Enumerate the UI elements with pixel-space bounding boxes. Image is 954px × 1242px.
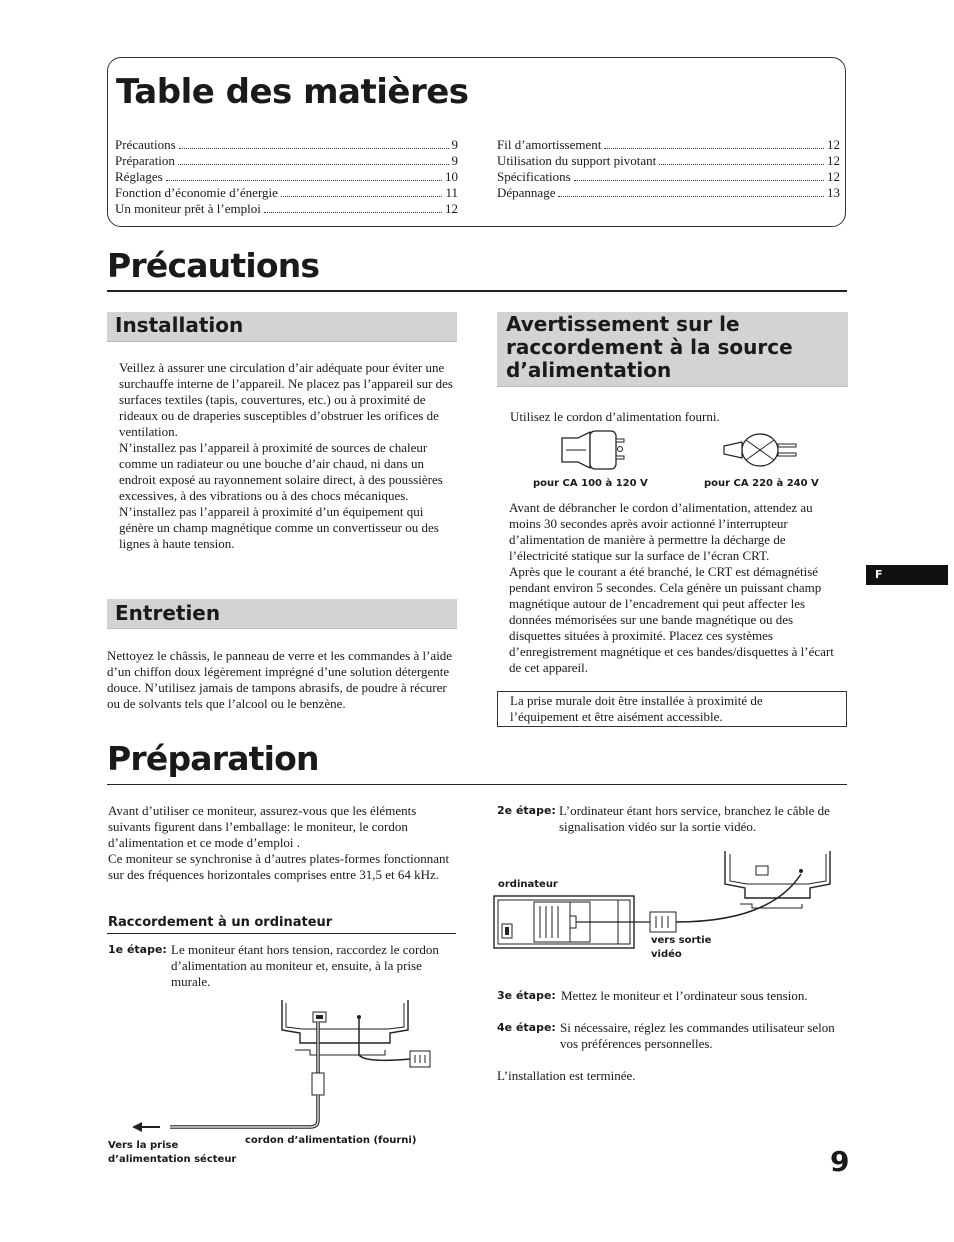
- toc-entry[interactable]: [115, 137, 458, 153]
- step-2-text: L’ordinateur étant hors service, branchez le câble de signalisation vidéo sur la sortie vidéo.: [559, 803, 830, 834]
- installation-paragraph: N’installez pas l’appareil à proximité de sources de chaleur comme un radiateur ou une bouche d’air chaud, ni dans un endroit exposé au rayonnement solaire direct, à des poussières excessives, à des vibrations ou à des chocs mécaniques.: [119, 440, 443, 503]
- toc-right-column: [497, 137, 840, 201]
- power-heading-bar: [497, 312, 848, 387]
- power-note-box: [497, 691, 847, 727]
- power-body: [509, 500, 845, 676]
- toc-entry[interactable]: [115, 185, 458, 201]
- step-1-label: 1e étape:: [108, 943, 167, 956]
- toc-entry-label: Fil d’amortissement: [497, 137, 602, 152]
- us-plug-icon: [560, 428, 630, 474]
- installation-body: [119, 360, 459, 552]
- connection-subheading: Raccordement à un ordinateur: [108, 915, 333, 930]
- power-connection-diagram: [130, 995, 440, 1145]
- setup-complete-text: L’installation est terminée.: [497, 1068, 636, 1083]
- language-tab-label: F: [875, 568, 883, 581]
- toc-dots: [604, 148, 824, 149]
- toc-entry-page: 11: [445, 185, 458, 200]
- installation-paragraph: Veillez à assurer une circulation d’air adéquate pour éviter une surchauffe interne de l’appareil. Ne placez pas l’appareil sur des surfaces textiles (tapis, couvertures, etc.) ou à proximité de rideaux ou de draperies susceptibles d’obstruer les orifices de ventilation.: [119, 360, 453, 439]
- toc-dots: [281, 196, 443, 197]
- toc-left-column: [115, 137, 458, 217]
- toc-entry[interactable]: [115, 201, 458, 217]
- toc-entry-page: 9: [451, 153, 458, 168]
- toc-entry-label: Réglages: [115, 169, 163, 184]
- toc-dots: [659, 164, 824, 165]
- step-3-text: Mettez le moniteur et l’ordinateur sous tension.: [561, 988, 808, 1003]
- entretien-body: Nettoyez le châssis, le panneau de verre et les commandes à l’aide d’un chiffon doux légèrement imprégné d’une solution détergente douce. N’utilisez jamais de tampons abrasifs, de poudre à récurer ou de solvants tels que l’alcool ou le benzène.: [107, 648, 453, 711]
- power-intro: Utilisez le cordon d’alimentation fourni.: [510, 409, 720, 424]
- toc-entry-label: Spécifications: [497, 169, 571, 184]
- step-4-label: 4e étape:: [497, 1021, 556, 1034]
- toc-entry[interactable]: [115, 169, 458, 185]
- toc-entry-page: 10: [445, 169, 458, 184]
- monitor-back-icon: [725, 851, 830, 908]
- toc-dots: [179, 148, 449, 149]
- entretien-heading-bar: [107, 599, 457, 629]
- outlet-label: Vers la prise d’alimentation sécteur: [108, 1140, 237, 1165]
- entretien-heading: Entretien: [115, 601, 221, 625]
- power-paragraph: Avant de débrancher le cordon d’alimentation, attendez au moins 30 secondes après avoir actionné l’interrupteur d’alimentation de manière à permettre la décharge de l’électricité statique sur la surface de l’écran CRT.: [509, 500, 813, 563]
- page-number: 9: [830, 1145, 850, 1178]
- step-3-label: 3e étape:: [497, 989, 556, 1002]
- plug-label-eu: pour CA 220 à 240 V: [704, 478, 819, 489]
- video-connector-icon: [650, 912, 676, 932]
- toc-entry[interactable]: [497, 137, 840, 153]
- toc-entry-page: 12: [827, 137, 840, 152]
- subheading-rule: [107, 933, 456, 934]
- toc-entry[interactable]: [497, 185, 840, 201]
- plug-label-us: pour CA 100 à 120 V: [533, 478, 648, 489]
- power-note: La prise murale doit être installée à proximité de l’équipement et être aisément accessible.: [510, 693, 763, 724]
- toc-dots: [264, 212, 442, 213]
- preparation-title: Préparation: [107, 739, 319, 778]
- toc-entry-label: Un moniteur prêt à l’emploi: [115, 201, 261, 216]
- toc-entry-page: 9: [451, 137, 458, 152]
- preparation-intro: [108, 803, 458, 883]
- installation-heading-bar: [107, 312, 457, 342]
- toc-entry-label: Précautions: [115, 137, 176, 152]
- step-1-text: Le moniteur étant hors tension, raccordez le cordon d’alimentation au moniteur et, ensuite, à la prise murale.: [171, 942, 439, 989]
- step-2-label: 2e étape:: [497, 804, 556, 817]
- cord-label: cordon d’alimentation (fourni): [245, 1135, 417, 1146]
- preparation-intro-paragraph: Ce moniteur se synchronise à d’autres plates-formes fonctionnant sur des fréquences horizontales comprises entre 31,5 et 64 kHz.: [108, 851, 450, 882]
- precautions-rule: [107, 290, 847, 292]
- toc-entry[interactable]: [115, 153, 458, 169]
- toc-entry-page: 13: [827, 185, 840, 200]
- toc-dots: [558, 196, 824, 197]
- step-4-text: Si nécessaire, réglez les commandes utilisateur selon vos préférences personnelles.: [560, 1020, 835, 1051]
- toc-entry[interactable]: [497, 169, 840, 185]
- toc-entry-page: 12: [827, 169, 840, 184]
- power-plug-icon: [312, 1073, 324, 1095]
- toc-entry-label: Dépannage: [497, 185, 556, 200]
- preparation-intro-paragraph: Avant d’utiliser ce moniteur, assurez-vous que les éléments suivants figurent dans l’emballage: le moniteur, le cordon d’alimentation et ce mode d’emploi .: [108, 803, 417, 850]
- toc-entry[interactable]: [497, 153, 840, 169]
- power-heading: Avertissement sur le raccordement à la source d’alimentation: [506, 312, 793, 382]
- toc-dots: [178, 164, 449, 165]
- precautions-title: Précautions: [107, 246, 320, 285]
- installation-heading: Installation: [115, 313, 244, 337]
- eu-plug-icon: [722, 430, 802, 470]
- preparation-rule: [107, 784, 847, 785]
- power-paragraph: Après que le courant a été branché, le CRT est démagnétisé pendant environ 5 secondes. Cela génère un puissant champ magnétique autour de l’encadrement qui peut affecter les données mémorisées sur une bande magnétique ou des disquettes situées à proximité. Placez ces systèmes d’enregistrement magnétique et ces bandes/disquettes à l’écart de cet appareil.: [509, 564, 834, 675]
- monitor-back-icon: [282, 1000, 408, 1055]
- arrow-left-icon: [132, 1122, 142, 1132]
- toc-entry-page: 12: [445, 201, 458, 216]
- toc-dots: [574, 180, 824, 181]
- video-out-label: vers sortie vidéo: [651, 935, 712, 960]
- language-tab[interactable]: [866, 565, 948, 585]
- toc-entry-label: Utilisation du support pivotant: [497, 153, 657, 168]
- toc-title: Table des matières: [116, 72, 469, 112]
- toc-entry-label: Fonction d’économie d’énergie: [115, 185, 278, 200]
- toc-dots: [166, 180, 442, 181]
- computer-label: ordinateur: [498, 879, 558, 890]
- installation-paragraph: N’installez pas l’appareil à proximité d’un équipement qui génère un champ magnétique comme un convertisseur ou des lignes à haute tension.: [119, 504, 439, 551]
- toc-entry-label: Préparation: [115, 153, 175, 168]
- toc-entry-page: 12: [827, 153, 840, 168]
